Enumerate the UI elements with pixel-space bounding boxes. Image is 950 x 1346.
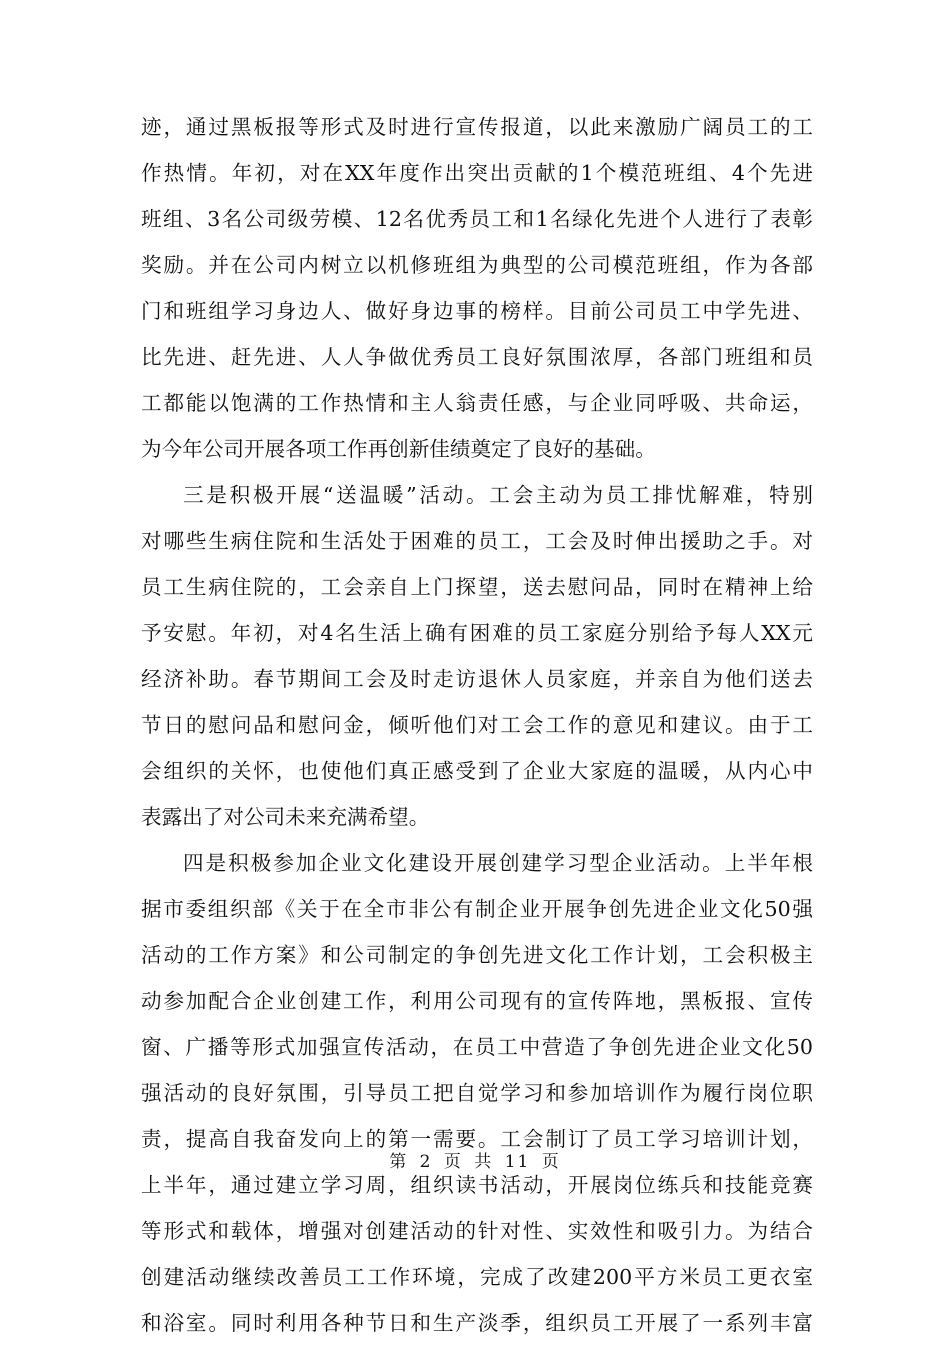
text-line: 迹，通过黑板报等形式及时进行宣传报道，以此来激励广阔员工的工 bbox=[141, 115, 813, 139]
text-line: 动参加配合企业创建工作，利用公司现有的宣传阵地，黑板报、宣传 bbox=[141, 989, 813, 1013]
text-line: 比先进、赶先进、人人争做优秀员工良好氛围浓厚，各部门班组和员 bbox=[141, 345, 813, 369]
text-line: 四是积极参加企业文化建设开展创建学习型企业活动。上半年根 bbox=[183, 851, 813, 875]
text-line: 门和班组学习身边人、做好身边事的榜样。目前公司员工中学先进、 bbox=[141, 299, 813, 323]
text-line: 活动的工作方案》和公司制定的争创先进文化工作计划，工会积极主 bbox=[141, 943, 813, 967]
text-line: 和浴室。同时利用各种节日和生产淡季，组织员工开展了一系列丰富 bbox=[141, 1311, 813, 1335]
text-line: 上半年，通过建立学习周，组织读书活动，开展岗位练兵和技能竞赛 bbox=[141, 1173, 813, 1197]
text-line: 员工生病住院的，工会亲自上门探望，送去慰问品，同时在精神上给 bbox=[141, 575, 813, 599]
text-line: 对哪些生病住院和生活处于困难的员工，工会及时伸出援助之手。对 bbox=[141, 529, 813, 553]
text-line: 强活动的良好氛围，引导员工把自觉学习和参加培训作为履行岗位职 bbox=[141, 1081, 813, 1105]
page-footer: 第 2 页 共 11 页 bbox=[389, 1152, 561, 1172]
text-line: 予安慰。年初，对4名生活上确有困难的员工家庭分别给予每人XX元 bbox=[141, 621, 813, 645]
text-line: 作热情。年初，对在XX年度作出突出贡献的1个模范班组、4个先进 bbox=[141, 161, 813, 185]
text-line: 班组、3名公司级劳模、12名优秀员工和1名绿化先进个人进行了表彰 bbox=[141, 207, 813, 231]
text-line: 经济补助。春节期间工会及时走访退休人员家庭，并亲自为他们送去 bbox=[141, 667, 813, 691]
text-line: 表露出了对公司未来充满希望。 bbox=[141, 805, 430, 829]
text-line: 为今年公司开展各项工作再创新佳绩奠定了良好的基础。 bbox=[141, 437, 656, 461]
text-line: 据市委组织部《关于在全市非公有制企业开展争创先进企业文化50强 bbox=[141, 897, 813, 921]
text-line: 节日的慰问品和慰问金，倾听他们对工会工作的意见和建议。由于工 bbox=[141, 713, 813, 737]
text-line: 窗、广播等形式加强宣传活动，在员工中营造了争创先进企业文化50 bbox=[141, 1035, 813, 1059]
text-line: 创建活动继续改善员工工作环境，完成了改建200平方米员工更衣室 bbox=[141, 1265, 813, 1289]
text-line: 等形式和载体，增强对创建活动的针对性、实效性和吸引力。为结合 bbox=[141, 1219, 813, 1243]
text-line: 奖励。并在公司内树立以机修班组为典型的公司模范班组，作为各部 bbox=[141, 253, 813, 277]
text-line: 会组织的关怀，也使他们真正感受到了企业大家庭的温暖，从内心中 bbox=[141, 759, 813, 783]
text-line: 三是积极开展“送温暖”活动。工会主动为员工排忧解难，特别 bbox=[183, 483, 813, 507]
text-line: 责，提高自我奋发向上的第一需要。工会制订了员工学习培训计划， bbox=[141, 1127, 813, 1151]
text-line: 工都能以饱满的工作热情和主人翁责任感，与企业同呼吸、共命运， bbox=[141, 391, 813, 415]
